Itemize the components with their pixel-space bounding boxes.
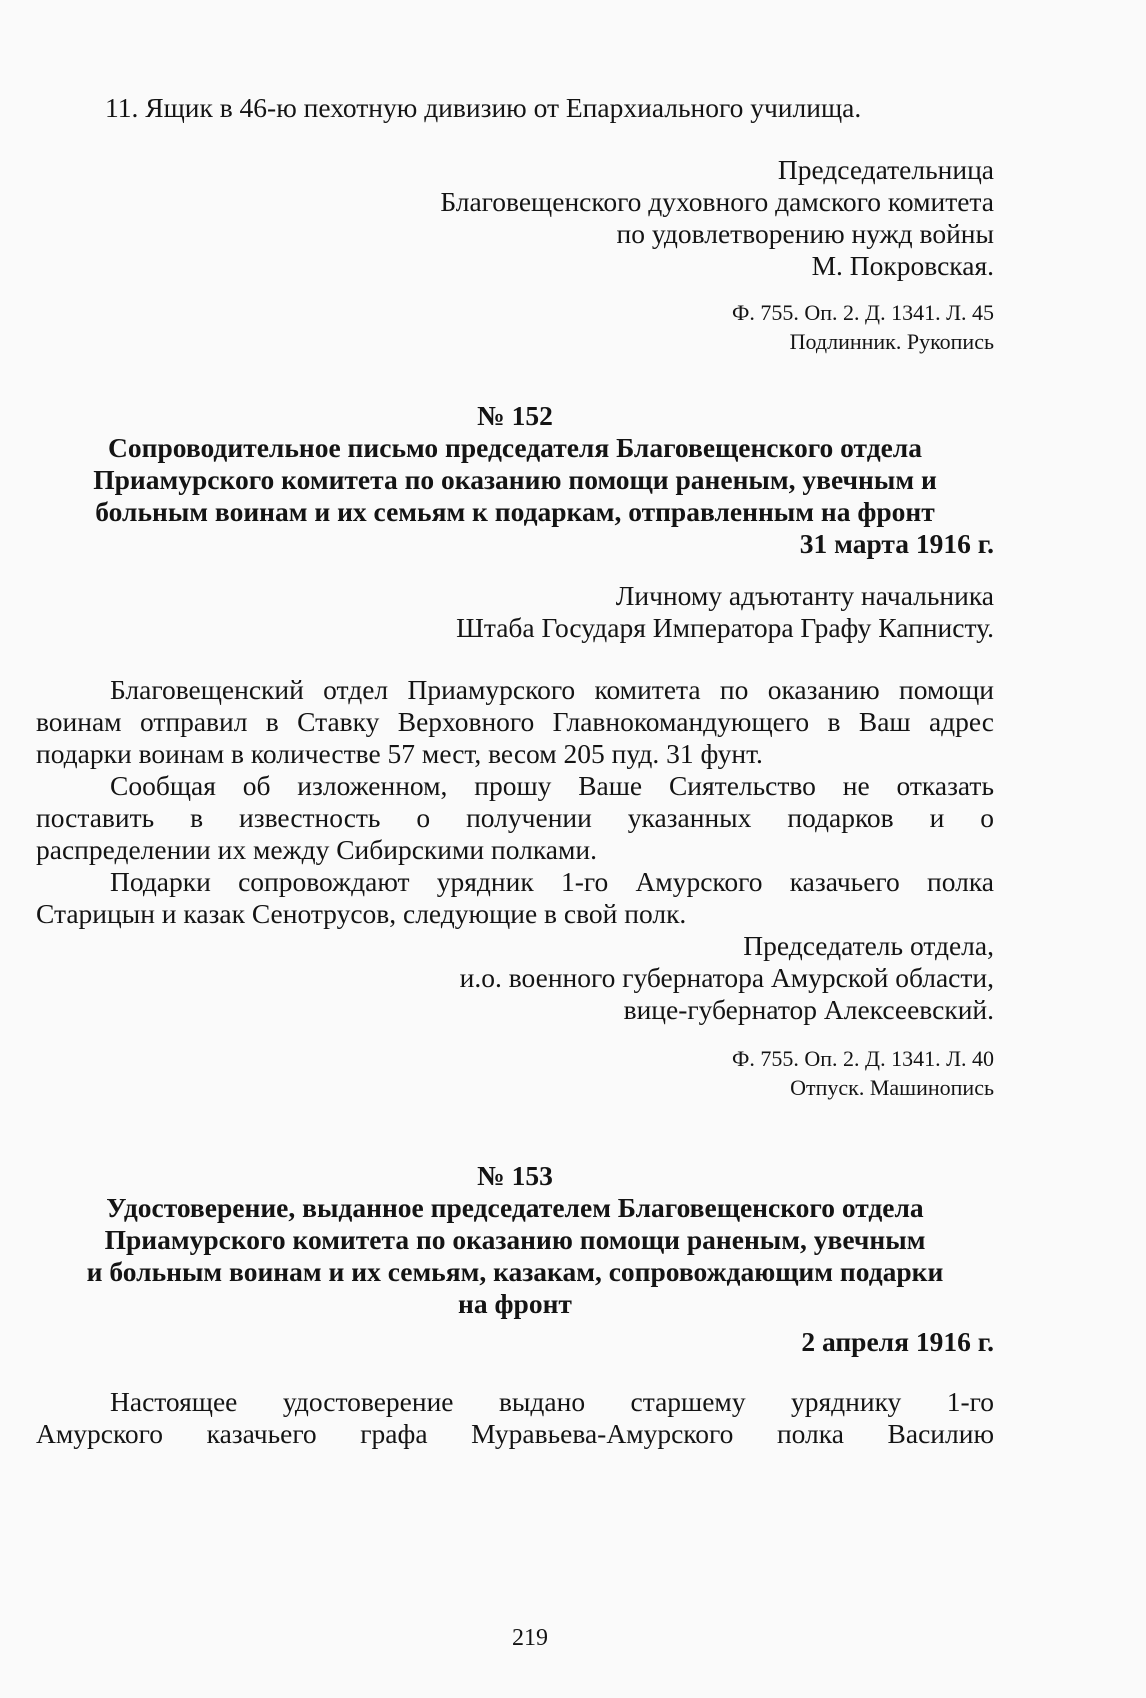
document-title-152 xyxy=(36,432,994,528)
addressee-152 xyxy=(36,580,994,644)
signature-line: и.о. военного губернатора Амурской области, xyxy=(459,962,994,993)
addressee-line: Штаба Государя Императора Графу Капнисту. xyxy=(456,612,994,643)
title-line: Приамурского комитета по оказанию помощи раненым, увечным и xyxy=(93,464,937,495)
document-date-152: 31 марта 1916 г. xyxy=(799,528,994,559)
paragraph-line: поставить в известность о получении указанных подарков и о xyxy=(36,802,994,833)
signature-line: вице-губернатор Алексеевский. xyxy=(623,994,994,1025)
signature-block-152 xyxy=(36,930,994,1026)
page-number: 219 xyxy=(512,1625,548,1651)
title-line: и больным воинам и их семьям, казакам, сопровождающим подарки xyxy=(86,1256,944,1287)
paragraph-152-1 xyxy=(36,674,994,770)
title-line: Приамурского комитета по оказанию помощи раненым, увечным xyxy=(104,1224,926,1255)
signature-line: Благовещенского духовного дамского комитета xyxy=(440,186,994,217)
title-line: Сопроводительное письмо председателя Благовещенского отдела xyxy=(108,432,922,463)
archive-reference xyxy=(36,298,994,356)
signature-block-chairwoman xyxy=(36,154,994,282)
document-number-153: № 153 xyxy=(477,1160,553,1191)
paragraph-line: подарки воинам в количестве 57 мест, весом 205 пуд. 31 фунт. xyxy=(36,738,763,769)
paragraph-line: воинам отправил в Ставку Верховного Главнокомандующего в Ваш адрес xyxy=(36,706,994,737)
title-line: Удостоверение, выданное председателем Благовещенского отдела xyxy=(106,1192,924,1223)
title-line: больным воинам и их семьям к подаркам, отправленным на фронт xyxy=(95,496,935,527)
document-page xyxy=(36,92,994,1450)
document-date-153: 2 апреля 1916 г. xyxy=(801,1326,994,1357)
paragraph-line: распределении их между Сибирскими полками. xyxy=(36,834,597,865)
paragraph-line: Сообщая об изложенном, прошу Ваше Сиятельство не отказать xyxy=(110,770,994,801)
paragraph-line: Благовещенский отдел Приамурского комитета по оказанию помощи xyxy=(110,674,994,705)
title-line: на фронт xyxy=(458,1288,572,1319)
archive-type-line: Подлинник. Рукопись xyxy=(789,329,994,354)
signature-line: М. Покровская. xyxy=(811,250,994,281)
paragraph-line: Подарки сопровождают урядник 1-го Амурского казачьего полка xyxy=(110,866,994,897)
paragraph-line: Амурского казачьего графа Муравьева-Амурского полка Василию xyxy=(36,1418,994,1449)
archive-ref-line: Ф. 755. Оп. 2. Д. 1341. Л. 45 xyxy=(732,300,994,325)
addressee-line: Личному адъютанту начальника xyxy=(615,580,994,611)
paragraph-line: Настоящее удостоверение выдано старшему уряднику 1-го xyxy=(110,1386,994,1417)
signature-line: Председательница xyxy=(777,154,994,185)
paragraph-152-3 xyxy=(36,866,994,930)
list-item-11: 11. Ящик в 46-ю пехотную дивизию от Епархиального училища. xyxy=(105,92,862,123)
paragraph-152-2 xyxy=(36,770,994,866)
document-title-153 xyxy=(36,1192,994,1320)
archive-type-line: Отпуск. Машинопись xyxy=(790,1075,994,1100)
document-number-152: № 152 xyxy=(477,400,553,431)
paragraph-line: Старицын и казак Сенотрусов, следующие в свой полк. xyxy=(36,898,687,929)
archive-reference-152 xyxy=(36,1044,994,1102)
signature-line: Председатель отдела, xyxy=(743,930,994,961)
paragraph-153-1 xyxy=(36,1386,994,1450)
archive-ref-line: Ф. 755. Оп. 2. Д. 1341. Л. 40 xyxy=(732,1046,994,1071)
signature-line: по удовлетворению нужд войны xyxy=(616,218,994,249)
